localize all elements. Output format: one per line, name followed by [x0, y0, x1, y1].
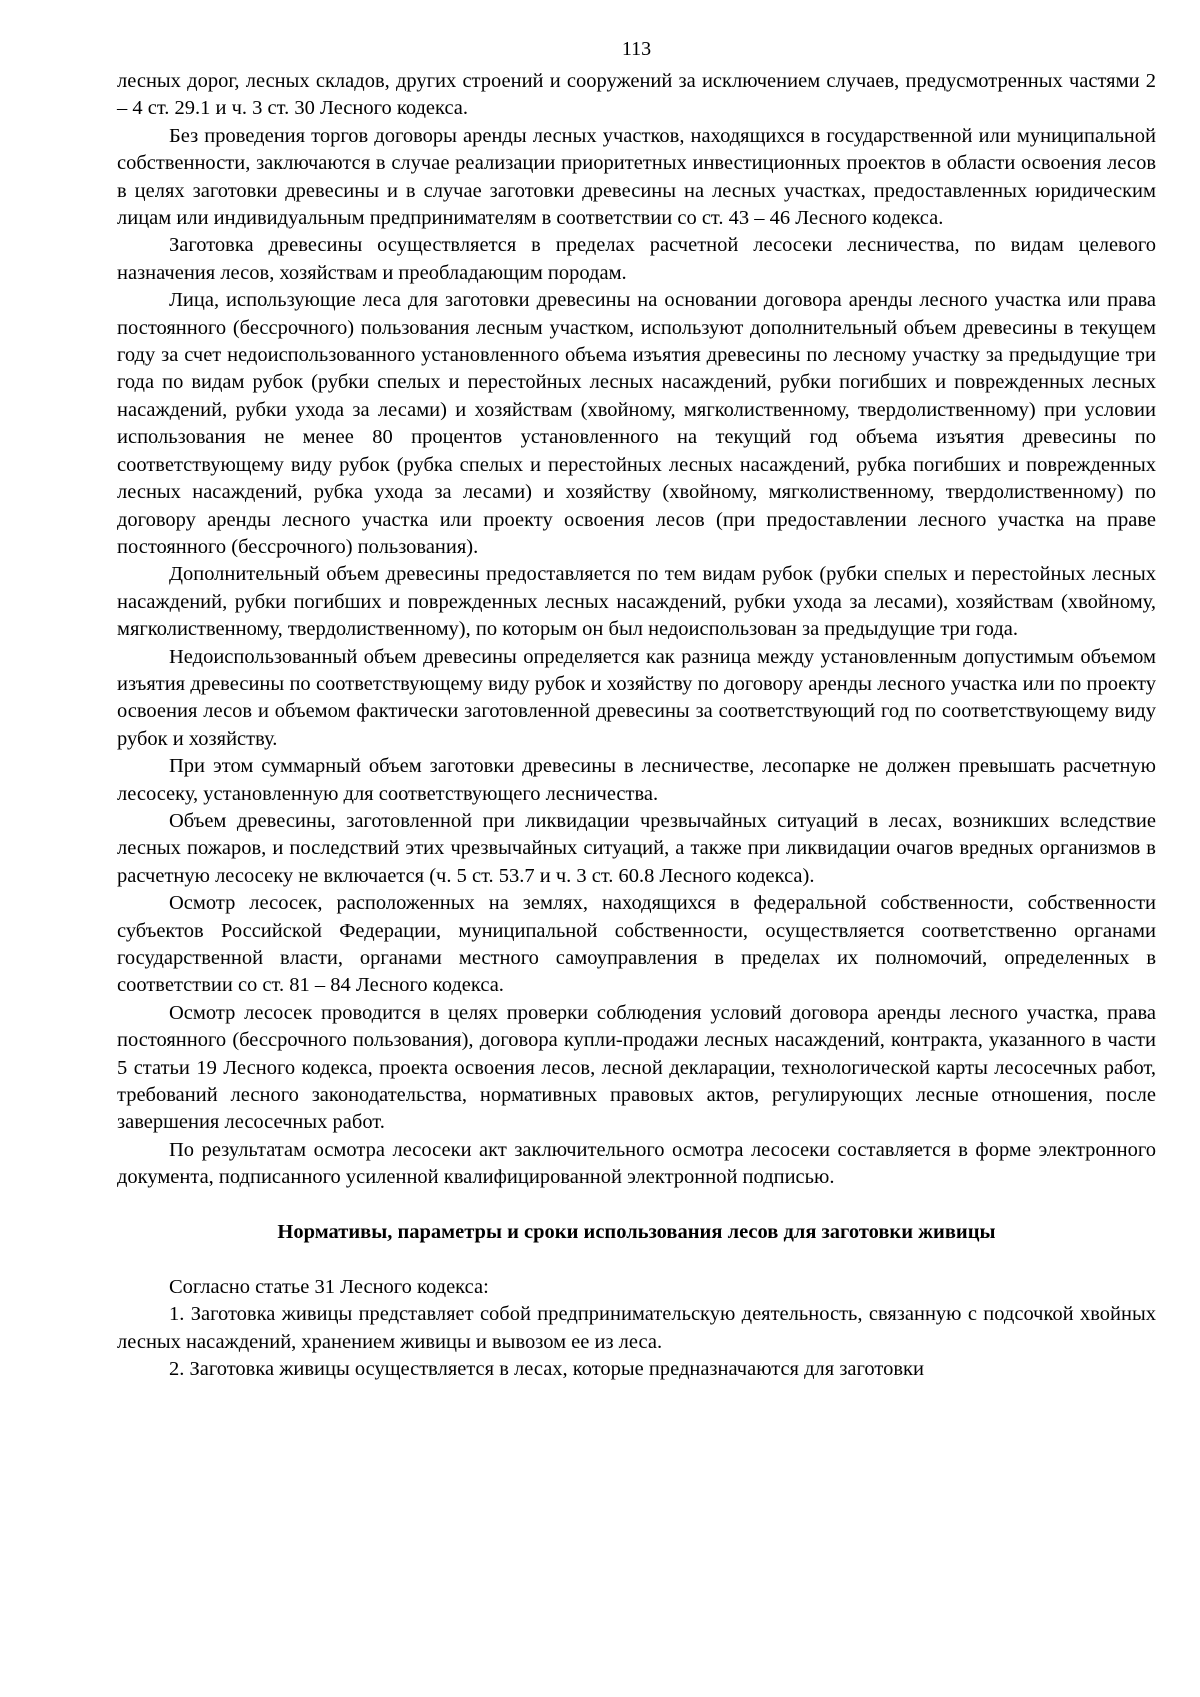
- page-number: 113: [621, 38, 652, 60]
- paragraph-1: лесных дорог, лесных складов, других строений и сооружений за исключением случаев, предусмотренных частями 2 – 4 ст. 29.1 и ч. 3 ст. 30 Лесного кодекса.: [117, 70, 1156, 120]
- paragraph-8: Объем древесины, заготовленной при ликвидации чрезвычайных ситуаций в лесах, возникших вследствие лесных пожаров, и последствий этих чрезвычайных ситуаций, а также при ликвидации очагов вредных организмов в расчетную лесосеку не включается (ч. 5 ст. 53.7 и ч. 3 ст. 60.8 Лесного кодекса).: [117, 809, 1156, 887]
- document-page: [117, 36, 1156, 1384]
- paragraph-7: При этом суммарный объем заготовки древесины в лесничестве, лесопарке не должен превышать расчетную лесосеку, установленную для соответствующего лесничества.: [117, 755, 1156, 805]
- paragraph-5: Дополнительный объем древесины предоставляется по тем видам рубок (рубки спелых и перестойных лесных насаждений, рубки погибших и поврежденных лесных насаждений, рубки ухода за лесами), хозяйствам (хвойному, мягколиственному, твердолиственному), по которым он был недоиспользован за предыдущие три года.: [117, 563, 1156, 641]
- paragraph-2: Без проведения торгов договоры аренды лесных участков, находящихся в государственной или муниципальной собственности, заключаются в случае реализации приоритетных инвестиционных проектов в области освоения лесов в целях заготовки древесины и в случае заготовки древесины на лесных участках, предоставленных юридическим лицам или индивидуальным предпринимателям в соответствии со ст. 43 – 46 Лесного кодекса.: [117, 124, 1156, 230]
- paragraph-10: Осмотр лесосек проводится в целях проверки соблюдения условий договора аренды лесного участка, права постоянного (бессрочного пользования), договора купли-продажи лесных насаждений, контракта, указанного в части 5 статьи 19 Лесного кодекса, проекта освоения лесов, лесной декларации, технологической карты лесосечных работ, требований лесного законодательства, нормативных правовых актов, регулирующих лесные отношения, после завершения лесосечных работ.: [117, 1001, 1156, 1134]
- paragraph-3: Заготовка древесины осуществляется в пределах расчетной лесосеки лесничества, по видам целевого назначения лесов, хозяйствам и преобладающим породам.: [117, 234, 1156, 284]
- paragraph-13: 1. Заготовка живицы представляет собой предпринимательскую деятельность, связанную с подсочкой хвойных лесных насаждений, хранением живицы и вывозом ее из леса.: [117, 1303, 1156, 1353]
- paragraph-11: По результатам осмотра лесосеки акт заключительного осмотра лесосеки составляется в форме электронного документа, подписанного усиленной квалифицированной электронной подписью.: [117, 1138, 1156, 1189]
- paragraph-6: Недоиспользованный объем древесины определяется как разница между установленным допустимым объемом изъятия древесины по соответствующему виду рубок и хозяйству по договору аренды лесного участка или по проекту освоения лесов и объемом фактически заготовленной древесины за соответствующий год по соответствующему виду рубок и хозяйству.: [117, 645, 1156, 750]
- paragraph-9: Осмотр лесосек, расположенных на землях, находящихся в федеральной собственности, собственности субъектов Российской Федерации, муниципальной собственности, осуществляется соответственно органами государственной власти, органами местного самоуправления в пределах их полномочий, определенных в соответствии со ст. 81 – 84 Лесного кодекса.: [117, 892, 1156, 997]
- section-heading: Нормативы, параметры и сроки использования лесов для заготовки живицы: [277, 1220, 996, 1243]
- body-text-before: [117, 68, 1156, 1192]
- paragraph-12: Согласно статье 31 Лесного кодекса:: [169, 1276, 489, 1299]
- paragraph-14: 2. Заготовка живицы осуществляется в лесах, которые предназначаются для заготовки: [169, 1358, 924, 1381]
- body-text-after: [117, 1274, 1156, 1384]
- paragraph-4: Лица, использующие леса для заготовки древесины на основании договора аренды лесного участка или права постоянного (бессрочного) пользования лесным участком, используют дополнительный объем древесины в текущем году за счет недоиспользованного установленного объема изъятия древесины по лесному участку за предыдущие три года по видам рубок (рубки спелых и перестойных лесных насаждений, рубки погибших и поврежденных лесных насаждений, рубки ухода за лесами) и хозяйствам (хвойному, мягколиственному, твердолиственному) при условии использования не менее 80 процентов установленного на текущий год объема изъятия древесины по соответствующему виду рубок (рубка спелых и перестойных лесных насаждений, рубка погибших и поврежденных лесных насаждений, рубка ухода за лесами) и хозяйству (хвойному, мягколиственному, твердолиственному) по договору аренды лесного участка или проекту освоения лесов (при предоставлении лесного участка на праве постоянного (бессрочного) пользования).: [117, 289, 1156, 558]
